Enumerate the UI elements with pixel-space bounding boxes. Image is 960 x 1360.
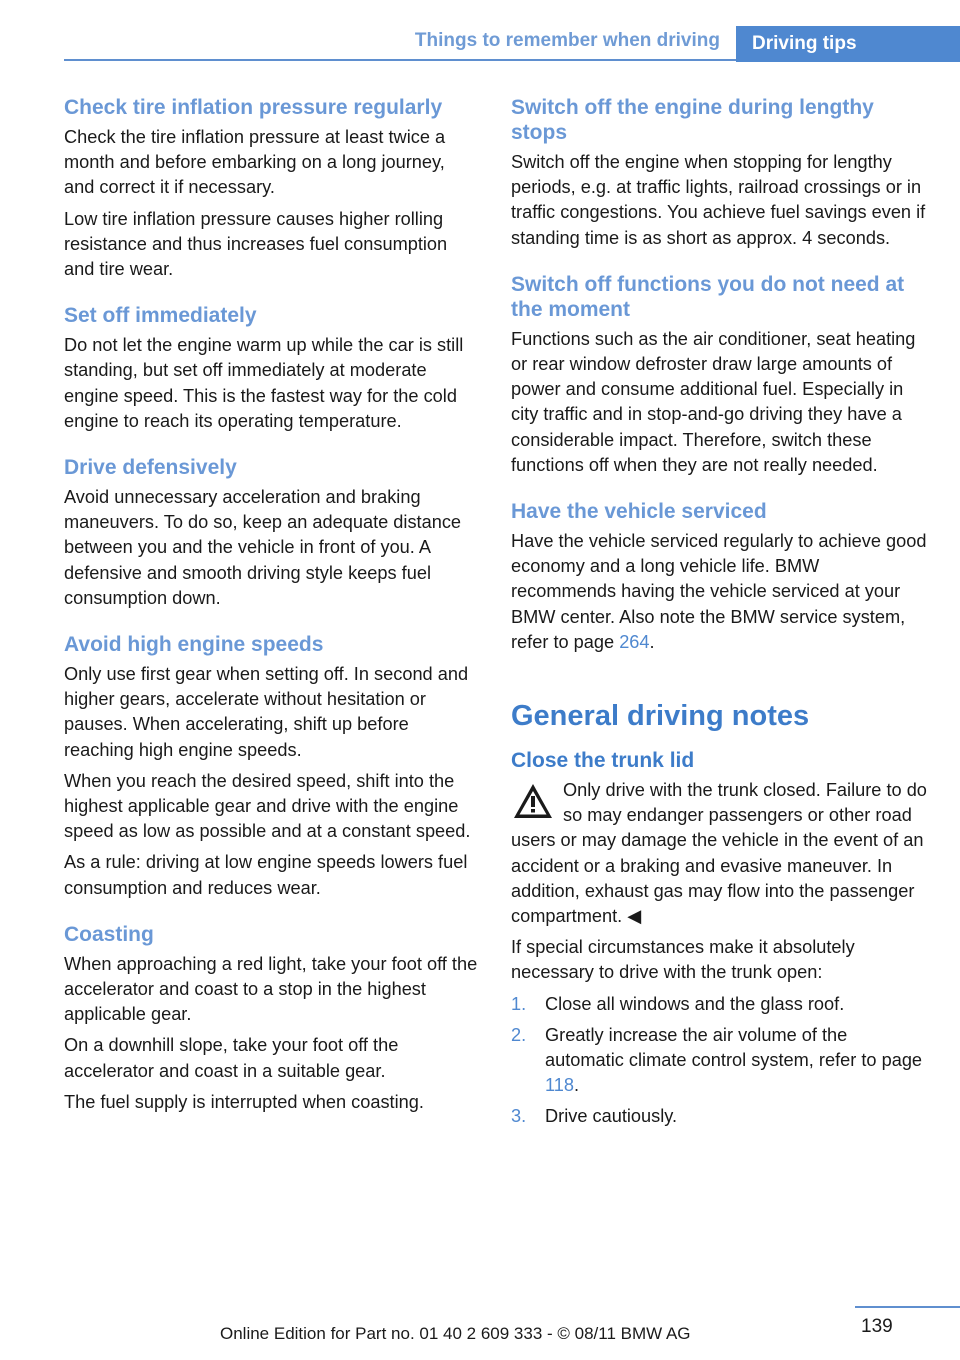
heading-drive-defensively: Drive defensively	[64, 456, 237, 480]
paragraph: Only use first gear when setting off. In second and higher gears, accelerate without hesitation or pauses. When accelerating, shift up before reaching high engine speeds.	[64, 664, 469, 760]
step-text-end: .	[574, 1075, 580, 1096]
warning-note	[511, 778, 927, 929]
paragraph: Check the tire inflation pressure at least twice a month and before embarking on a long journey, and correct it if necessary.	[64, 127, 446, 198]
steps-list	[511, 992, 927, 1130]
step-text: Close all windows and the glass roof.	[545, 993, 845, 1014]
header-rule	[64, 59, 736, 61]
paragraph: When you reach the desired speed, shift into the highest applicable gear and drive with the engine speed as low as possible and at a constant speed.	[64, 770, 471, 842]
step-number: 3.	[511, 1106, 527, 1127]
page-link-264[interactable]: 264	[619, 631, 650, 652]
running-header-tab	[736, 26, 960, 62]
paragraph: On a downhill slope, take your foot off the accelerator and coast in a suitable gear.	[64, 1035, 399, 1081]
heading-switch-off-functions: Switch off functions you do not need at the moment	[511, 272, 905, 321]
list-item	[511, 992, 927, 1017]
paragraph: The fuel supply is interrupted when coasting.	[64, 1091, 424, 1112]
paragraph	[511, 529, 927, 655]
heading-check-tire-pressure: Check tire inflation pressure regularly	[64, 96, 443, 119]
heading-avoid-high-engine-speeds: Avoid high engine speeds	[64, 633, 324, 657]
step-text: Greatly increase the air volume of the automatic climate control system, refer to page	[545, 1024, 923, 1071]
end-marker-icon: ◀	[627, 906, 642, 927]
page-number: 139	[861, 1316, 893, 1337]
heading-close-trunk-lid: Close the trunk lid	[511, 749, 695, 773]
heading-coasting: Coasting	[64, 922, 154, 946]
step-number: 1.	[511, 993, 527, 1014]
running-header-tab-label: Driving tips	[752, 33, 857, 54]
right-column	[511, 95, 927, 1136]
paragraph: Switch off the engine when stopping for lengthy periods, e.g. at traffic lights, railroad crossings or in traffic congestions. You achieve fuel savings even if standing time is as short as approx. 4 seconds.	[511, 152, 926, 248]
paragraph: Functions such as the air conditioner, seat heating or rear window defroster draw large amounts of power and consume additional fuel. Especially in city traffic and in stop-and-go driving they have a considerable impact. Therefore, switch these functions off when they are not really needed.	[511, 328, 916, 475]
paragraph: As a rule: driving at low engine speeds lowers fuel consumption and reduces wear.	[64, 852, 468, 898]
text: .	[649, 631, 655, 652]
left-column	[64, 95, 480, 1121]
warning-text: Only drive with the trunk closed. Failure to do so may endanger passengers or other road users or may damage the vehicle in the event of an accident or a braking and evasive maneuver. In addition, exhaust gas may flow into the passenger compartment.	[511, 780, 927, 927]
chapter-title: General driving notes	[511, 700, 810, 733]
paragraph: If special circumstances make it absolutely necessary to drive with the trunk open:	[511, 937, 855, 983]
list-item	[511, 1104, 927, 1129]
footer-edition: Online Edition for Part no. 01 40 2 609 333 - © 08/11 BMW AG	[220, 1324, 691, 1343]
heading-switch-off-engine: Switch off the engine during lengthy stops	[511, 96, 874, 144]
running-header-section: Things to remember when driving	[414, 30, 720, 51]
paragraph: Do not let the engine warm up while the car is still standing, but set off immediately at moderate engine speed. This is the fastest way for the cold engine to reach its operating temperature.	[64, 335, 464, 431]
text: Have the vehicle serviced regularly to achieve good economy and a long vehicle life. BMW recommends having the vehicle serviced at your BMW center. Also note the BMW service system, refer to page	[511, 531, 927, 652]
paragraph: When approaching a red light, take your foot off the accelerator and coast to a stop in the highest applicable gear.	[64, 953, 478, 1025]
footer-rule	[855, 1306, 960, 1308]
warning-triangle-icon	[511, 780, 555, 824]
page-link-118[interactable]: 118	[545, 1075, 574, 1096]
heading-vehicle-serviced: Have the vehicle serviced	[511, 500, 767, 524]
list-item	[511, 1023, 927, 1099]
paragraph: Avoid unnecessary acceleration and braking maneuvers. To do so, keep an adequate distance between you and the vehicle in front of you. A defensive and smooth driving style keeps fuel consumption down.	[64, 487, 462, 608]
step-text: Drive cautiously.	[545, 1106, 678, 1127]
heading-set-off-immediately: Set off immediately	[64, 304, 257, 328]
paragraph: Low tire inflation pressure causes higher rolling resistance and thus increases fuel consumption and tire wear.	[64, 208, 448, 280]
step-number: 2.	[511, 1024, 527, 1045]
